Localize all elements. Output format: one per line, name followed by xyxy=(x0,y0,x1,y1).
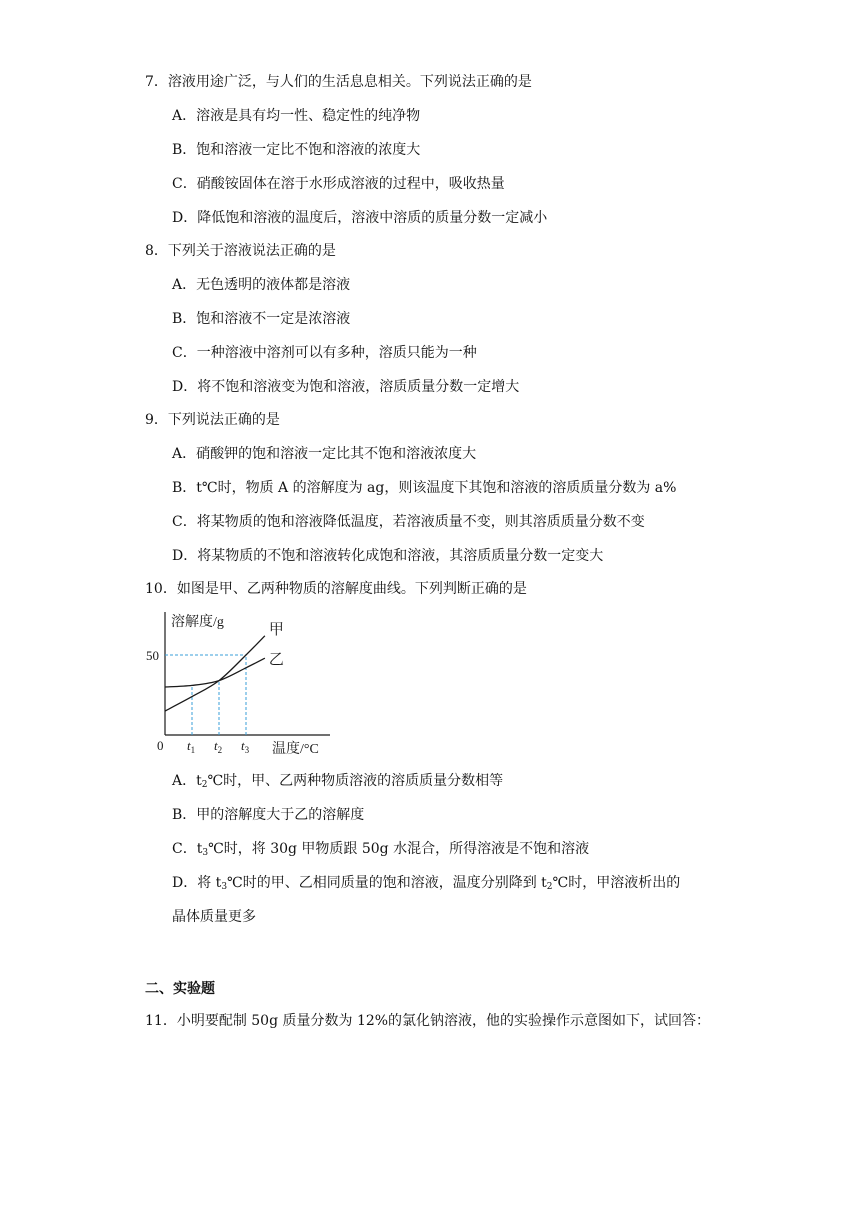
q9-option-b: B．t℃时，物质 A 的溶解度为 ag，则该温度下其饱和溶液的溶质质量分数为 a% xyxy=(172,480,677,496)
series-label-yi: 乙 xyxy=(268,652,284,669)
q10-option-c: C．$t_3℃$时，将 30g 甲物质跟 50g 水混合，所得溶液是不饱和溶液 xyxy=(172,841,590,858)
q10-option-b: B．甲的溶解度大于乙的溶解度 xyxy=(172,807,365,823)
q10-option-d-continuation: 晶体质量更多 xyxy=(172,909,256,925)
q7-option-b: B．饱和溶液一定比不饱和溶液的浓度大 xyxy=(172,142,421,158)
q9-option-d: D．将某物质的不饱和溶液转化成饱和溶液，其溶质质量分数一定变大 xyxy=(172,548,604,564)
q7-option-c: C．硝酸铵固体在溶于水形成溶液的过程中，吸收热量 xyxy=(172,176,505,192)
series-label-jia: 甲 xyxy=(268,621,284,638)
solubility-curve-chart xyxy=(145,610,345,760)
x-tick-label-t1: $t_1$ xyxy=(187,738,196,755)
x-tick-sub-t2: 2 xyxy=(217,745,223,755)
x-tick-label-t2: $t_2$ xyxy=(214,738,223,755)
origin-label: 0 xyxy=(157,738,164,753)
curve-jia xyxy=(165,636,265,711)
y-tick-label-50: 50 xyxy=(146,648,159,663)
q10-option-a: A．$t_2℃$时，甲、乙两种物质溶液的溶质质量分数相等 xyxy=(172,773,504,790)
curve-yi xyxy=(165,658,265,687)
q11-stem: 11．小明要配制 50g 质量分数为 12%的氯化钠溶液，他的实验操作示意图如下，试回答： xyxy=(145,1013,711,1029)
y-axis-label: 溶解度/g xyxy=(171,615,224,630)
x-tick-label-t3: $t_3$ xyxy=(241,738,250,755)
q8-option-b: B．饱和溶液不一定是浓溶液 xyxy=(172,311,351,327)
q9-option-c: C．将某物质的饱和溶液降低温度，若溶液质量不变，则其溶质质量分数不变 xyxy=(172,514,645,530)
section-title: 二、实验题 xyxy=(145,981,215,997)
q10-option-d: D．将 $t_3℃$时的甲、乙相同质量的饱和溶液，温度分别降到 $t_2℃$时，甲溶液析出的 xyxy=(172,875,681,892)
q7-stem: 7．溶液用途广泛，与人们的生活息息相关。下列说法正确的是 xyxy=(145,74,532,90)
q9-stem: 9．下列说法正确的是 xyxy=(145,412,280,428)
q8-option-d: D．将不饱和溶液变为饱和溶液，溶质质量分数一定增大 xyxy=(172,379,520,395)
x-axis-label: 温度/°C xyxy=(272,742,319,757)
q10-stem: 10．如图是甲、乙两种物质的溶解度曲线。下列判断正确的是 xyxy=(145,581,527,597)
q8-option-a: A．无色透明的液体都是溶液 xyxy=(172,277,351,293)
q7-option-d: D．降低饱和溶液的温度后，溶液中溶质的质量分数一定减小 xyxy=(172,210,548,226)
q8-option-c: C．一种溶液中溶剂可以有多种，溶质只能为一种 xyxy=(172,345,477,361)
x-tick-sub-t3: 3 xyxy=(244,745,250,755)
q7-option-a: A．溶液是具有均一性、稳定性的纯净物 xyxy=(172,108,421,124)
q9-option-a: A．硝酸钾的饱和溶液一定比其不饱和溶液浓度大 xyxy=(172,446,477,462)
q8-stem: 8．下列关于溶液说法正确的是 xyxy=(145,243,336,259)
x-tick-sub-t1: 1 xyxy=(190,745,196,755)
